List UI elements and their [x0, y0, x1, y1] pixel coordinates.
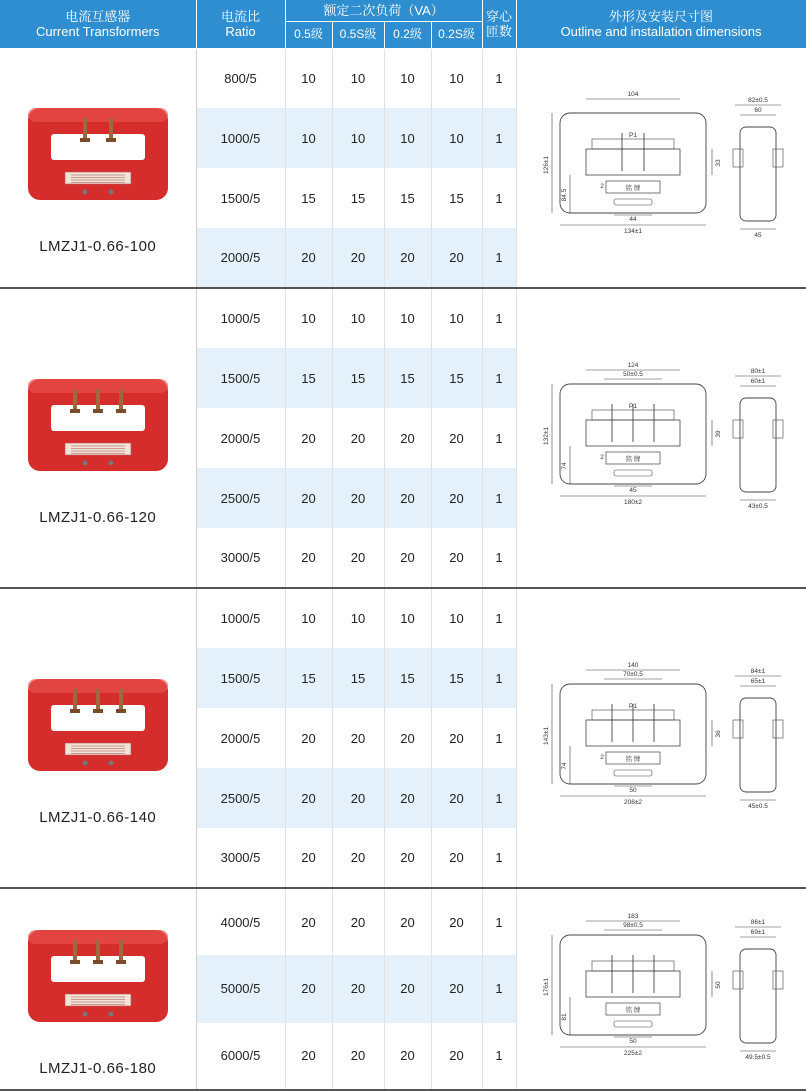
burden-cell: 20 [431, 468, 482, 528]
dim-label: 69±1 [751, 928, 766, 936]
ratio-cell: 2500/5 [196, 768, 285, 828]
burden-cell: 10 [332, 48, 384, 108]
spec-row [0, 48, 806, 108]
product-figure [0, 338, 196, 538]
ct-terminal-nut [106, 138, 116, 142]
turns-cell: 1 [482, 228, 516, 288]
table-body [0, 48, 806, 1090]
ct-nameplate [65, 743, 131, 755]
turns-cell: 1 [482, 768, 516, 828]
front-view-body [560, 113, 706, 213]
ct-terminal-nut [116, 960, 126, 964]
burden-cell: 15 [332, 348, 384, 408]
turns-cell: 1 [482, 955, 516, 1022]
side-view-bolt [733, 149, 743, 167]
header-burden: 额定二次负荷（VA） [285, 0, 482, 21]
ratio-cell: 1000/5 [196, 108, 285, 168]
burden-cell: 10 [431, 108, 482, 168]
burden-cell: 20 [431, 528, 482, 588]
dim-label: 176±1 [543, 977, 551, 996]
burden-cell: 20 [431, 828, 482, 888]
ct-screw [82, 760, 87, 765]
dim-label: 70±0.5 [623, 670, 644, 678]
turns-cell: 1 [482, 528, 516, 588]
product-cell [0, 48, 196, 288]
burden-cell: 20 [384, 468, 431, 528]
burden-cell: 20 [431, 955, 482, 1022]
side-view-bolt [733, 971, 743, 989]
ct-screw [82, 190, 87, 195]
burden-cell: 20 [384, 708, 431, 768]
burden-cell: 20 [332, 468, 384, 528]
turns-cell: 1 [482, 828, 516, 888]
dim-label: 104 [627, 91, 639, 99]
burden-cell: 10 [285, 588, 332, 648]
burden-cell: 20 [332, 228, 384, 288]
dim-label: 225±2 [624, 1049, 643, 1057]
product-cell [0, 588, 196, 888]
header-turns-line2: 匝数 [486, 23, 513, 39]
side-view-bolt [733, 420, 743, 438]
dim-label: 84±1 [751, 667, 766, 675]
ct-terminal-nut [93, 709, 103, 713]
ct-nameplate [65, 443, 131, 455]
outline-cell [516, 288, 806, 588]
header-ratio [196, 0, 285, 48]
side-view-body [740, 949, 776, 1043]
burden-cell: 20 [332, 888, 384, 955]
outline-cell [516, 48, 806, 288]
burden-cell: 20 [285, 708, 332, 768]
spec-row [0, 888, 806, 955]
outline-drawing [526, 897, 796, 1077]
ct-highlight [28, 108, 168, 122]
burden-cell: 20 [431, 1023, 482, 1090]
outline-drawing [526, 75, 796, 255]
dim-label: P1 [629, 702, 638, 710]
ratio-cell: 2000/5 [196, 408, 285, 468]
dim-label: 铭 牌 [625, 185, 641, 193]
dim-label: 50 [629, 786, 637, 794]
ratio-cell: 1500/5 [196, 168, 285, 228]
product-figure [0, 638, 196, 838]
burden-cell: 10 [384, 108, 431, 168]
ratio-cell: 3000/5 [196, 828, 285, 888]
burden-cell: 15 [431, 168, 482, 228]
front-view-foot [614, 470, 652, 476]
spec-row [0, 288, 806, 348]
dim-label: 74 [561, 761, 569, 770]
burden-cell: 20 [384, 955, 431, 1022]
dim-label: 60±1 [751, 377, 766, 385]
turns-cell: 1 [482, 348, 516, 408]
burden-cell: 10 [332, 588, 384, 648]
ct-product-photo [23, 80, 173, 230]
dim-label: 132±1 [543, 426, 551, 445]
dim-label: 44 [629, 216, 637, 224]
burden-cell: 15 [384, 168, 431, 228]
ct-product-photo [23, 351, 173, 501]
turns-cell: 1 [482, 48, 516, 108]
side-view-body [740, 398, 776, 492]
header-class-02: 0.2级 [384, 21, 431, 48]
turns-cell: 1 [482, 588, 516, 648]
burden-cell: 20 [285, 888, 332, 955]
burden-cell: 20 [384, 828, 431, 888]
header-ratio-cn: 电流比 [220, 8, 260, 24]
ratio-cell: 4000/5 [196, 888, 285, 955]
burden-cell: 10 [431, 588, 482, 648]
side-view-body [740, 698, 776, 792]
dim-label: 2 [600, 753, 605, 761]
header-product-en: Current Transformers [35, 23, 160, 39]
dim-label: 36 [715, 729, 723, 738]
dim-label: 74 [561, 461, 569, 470]
dim-label: 39 [715, 429, 723, 438]
burden-cell: 20 [384, 768, 431, 828]
dim-label: 铭 牌 [625, 455, 641, 463]
side-view-bolt [773, 149, 783, 167]
header-outline [516, 0, 806, 48]
burden-cell: 20 [384, 408, 431, 468]
burden-cell: 20 [285, 1023, 332, 1090]
turns-cell: 1 [482, 1023, 516, 1090]
burden-cell: 20 [332, 708, 384, 768]
ct-nameplate [65, 172, 131, 184]
dim-label: 84.5 [561, 188, 569, 202]
ct-screw [82, 1011, 87, 1016]
outline-cell [516, 588, 806, 888]
ratio-cell: 6000/5 [196, 1023, 285, 1090]
burden-cell: 20 [285, 828, 332, 888]
dim-label: 98±0.5 [623, 921, 644, 929]
dim-label: 183 [627, 912, 639, 920]
side-view-bolt [773, 720, 783, 738]
dim-label: 2 [600, 183, 605, 191]
front-view-foot [614, 770, 652, 776]
burden-cell: 20 [431, 408, 482, 468]
turns-cell: 1 [482, 288, 516, 348]
dim-label: 50 [715, 980, 723, 989]
ct-terminal-nut [70, 960, 80, 964]
side-view-bolt [733, 720, 743, 738]
product-figure [0, 68, 196, 268]
header-turns-line1: 穿心 [486, 8, 513, 24]
ct-product-photo [23, 902, 173, 1052]
dim-label: 60 [754, 107, 762, 115]
burden-cell: 15 [384, 648, 431, 708]
product-model: LMZJ1-0.66-180 [39, 1059, 157, 1077]
burden-cell: 20 [431, 708, 482, 768]
dim-label: 140 [627, 661, 639, 669]
product-cell [0, 888, 196, 1090]
ratio-cell: 5000/5 [196, 955, 285, 1022]
product-figure [0, 889, 196, 1089]
header-product [0, 0, 196, 48]
burden-cell: 10 [332, 108, 384, 168]
burden-cell: 15 [431, 648, 482, 708]
burden-cell: 20 [285, 408, 332, 468]
dim-label: 33 [715, 159, 723, 167]
dim-label: 82±0.5 [748, 97, 769, 105]
side-view-body [740, 127, 776, 221]
header-product-cn: 电流互感器 [65, 8, 131, 24]
turns-cell: 1 [482, 708, 516, 768]
dim-label: 143±1 [543, 726, 551, 745]
header-turns [482, 0, 516, 48]
dim-label: 126±1 [543, 156, 551, 175]
turns-cell: 1 [482, 888, 516, 955]
dim-label: 208±2 [624, 798, 643, 806]
dim-label: 2 [600, 453, 605, 461]
burden-cell: 20 [384, 1023, 431, 1090]
turns-cell: 1 [482, 108, 516, 168]
ct-screw [108, 1011, 113, 1016]
burden-cell: 20 [332, 528, 384, 588]
header-outline-en: Outline and installation dimensions [560, 23, 762, 39]
turns-cell: 1 [482, 648, 516, 708]
burden-cell: 20 [285, 528, 332, 588]
front-view-foot [614, 1021, 652, 1027]
ct-product-photo [23, 651, 173, 801]
ct-screw [108, 190, 113, 195]
ratio-cell: 3000/5 [196, 528, 285, 588]
ct-nameplate [65, 994, 131, 1006]
ct-terminal-nut [80, 138, 90, 142]
product-model: LMZJ1-0.66-100 [39, 238, 157, 256]
burden-cell: 10 [332, 288, 384, 348]
header-class-05: 0.5级 [285, 21, 332, 48]
burden-cell: 15 [332, 168, 384, 228]
dim-label: 43±0.5 [748, 502, 769, 510]
burden-cell: 10 [384, 588, 431, 648]
burden-cell: 20 [384, 228, 431, 288]
dim-label: 45 [629, 486, 637, 494]
ct-window [51, 134, 145, 160]
burden-cell: 20 [332, 828, 384, 888]
ct-terminal-nut [93, 960, 103, 964]
product-model: LMZJ1-0.66-120 [39, 508, 157, 526]
spec-row [0, 588, 806, 648]
ct-terminal-nut [116, 709, 126, 713]
front-view-busbar [592, 139, 674, 149]
ct-terminal-nut [116, 409, 126, 413]
burden-cell: 20 [384, 528, 431, 588]
burden-cell: 20 [285, 468, 332, 528]
outline-drawing [526, 346, 796, 526]
turns-cell: 1 [482, 468, 516, 528]
burden-cell: 15 [431, 348, 482, 408]
header-class-05s: 0.5S级 [332, 21, 384, 48]
ct-screw [108, 760, 113, 765]
outline-drawing [526, 646, 796, 826]
ct-terminal-nut [93, 409, 103, 413]
burden-cell: 15 [285, 648, 332, 708]
burden-cell: 10 [384, 288, 431, 348]
turns-cell: 1 [482, 408, 516, 468]
header-class-02s: 0.2S级 [431, 21, 482, 48]
burden-cell: 20 [285, 768, 332, 828]
dim-label: 134±1 [624, 228, 643, 236]
burden-cell: 10 [431, 288, 482, 348]
burden-cell: 10 [384, 48, 431, 108]
ratio-cell: 2500/5 [196, 468, 285, 528]
burden-cell: 20 [332, 408, 384, 468]
burden-cell: 20 [332, 955, 384, 1022]
outline-cell [516, 888, 806, 1090]
dim-label: 81 [561, 1012, 569, 1021]
burden-cell: 15 [285, 168, 332, 228]
burden-cell: 15 [332, 648, 384, 708]
burden-cell: 10 [431, 48, 482, 108]
ratio-cell: 1500/5 [196, 648, 285, 708]
ratio-cell: 1000/5 [196, 588, 285, 648]
dim-label: 49.5±0.5 [745, 1053, 771, 1061]
burden-cell: 20 [285, 228, 332, 288]
product-model: LMZJ1-0.66-140 [39, 808, 157, 826]
burden-cell: 20 [431, 228, 482, 288]
burden-cell: 20 [384, 888, 431, 955]
dim-label: P1 [629, 402, 638, 410]
header-outline-cn: 外形及安装尺寸图 [609, 8, 714, 24]
dim-label: 50 [629, 1037, 637, 1045]
dim-label: 86±1 [751, 918, 766, 926]
burden-cell: 20 [332, 1023, 384, 1090]
burden-cell: 10 [285, 288, 332, 348]
ratio-cell: 1000/5 [196, 288, 285, 348]
dim-label: 铭 牌 [625, 755, 641, 763]
ct-screw [82, 460, 87, 465]
dim-label: 124 [627, 361, 639, 369]
burden-cell: 15 [285, 348, 332, 408]
dim-label: 45 [754, 232, 762, 240]
side-view-bolt [773, 971, 783, 989]
front-view-foot [614, 199, 652, 205]
burden-cell: 20 [332, 768, 384, 828]
dim-label: 50±0.5 [623, 370, 644, 378]
dim-label: 45±0.5 [748, 802, 769, 810]
ratio-cell: 1500/5 [196, 348, 285, 408]
dim-label: P1 [629, 132, 638, 140]
dim-label: 80±1 [751, 367, 766, 375]
turns-cell: 1 [482, 168, 516, 228]
burden-cell: 15 [384, 348, 431, 408]
dim-label: 铭 牌 [625, 1006, 641, 1014]
ct-terminal-nut [70, 709, 80, 713]
dim-label: 180±2 [624, 498, 643, 506]
product-cell [0, 288, 196, 588]
ratio-cell: 2000/5 [196, 708, 285, 768]
burden-cell: 20 [285, 955, 332, 1022]
burden-cell: 10 [285, 108, 332, 168]
burden-cell: 10 [285, 48, 332, 108]
front-view-window [586, 149, 680, 175]
header-ratio-en: Ratio [225, 23, 256, 39]
ct-terminal-nut [70, 409, 80, 413]
ratio-cell: 2000/5 [196, 228, 285, 288]
dim-label: 65±1 [751, 677, 766, 685]
ratio-cell: 800/5 [196, 48, 285, 108]
side-view-bolt [773, 420, 783, 438]
ct-screw [108, 460, 113, 465]
burden-cell: 20 [431, 768, 482, 828]
burden-cell: 20 [431, 888, 482, 955]
